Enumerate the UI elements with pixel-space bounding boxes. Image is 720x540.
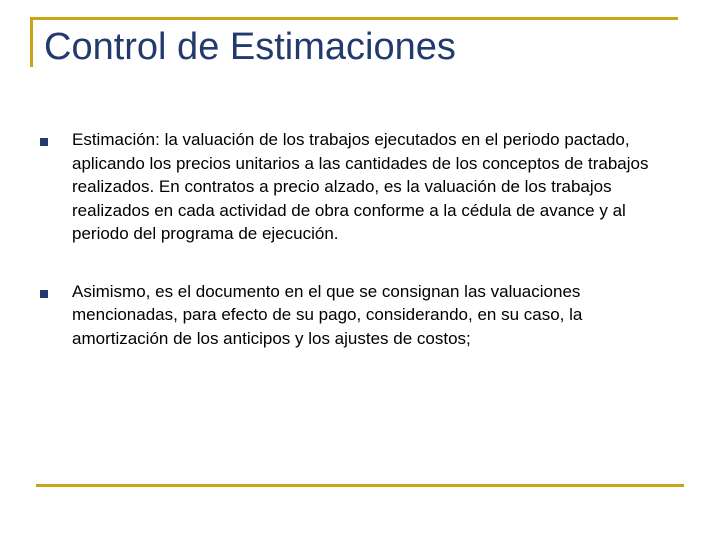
square-bullet-icon (40, 138, 48, 146)
bullet-item (40, 128, 680, 246)
bottom-rule (36, 484, 684, 487)
title-frame-top-rule (30, 17, 678, 20)
bullet-text: Asimismo, es el documento en el que se consignan las valuaciones mencionadas, para efecto de su pago, considerando, en su caso, la amortización de los anticipos y los ajustes de costos; (72, 281, 583, 348)
title-frame-left-rule (30, 17, 33, 67)
bullet-list (40, 128, 680, 384)
square-bullet-icon (40, 290, 48, 298)
slide-title: Control de Estimaciones (44, 26, 456, 68)
bullet-text: Estimación: la valuación de los trabajos ejecutados en el periodo pactado, aplicando los precios unitarios a las cantidades de los conceptos de trabajos realizados. En contratos a precio alzado, es la valuación de los trabajos realizados en cada actividad de obra conforme a la cédula de avance y al periodo del programa de ejecución. (72, 130, 649, 243)
bullet-item (40, 280, 680, 351)
